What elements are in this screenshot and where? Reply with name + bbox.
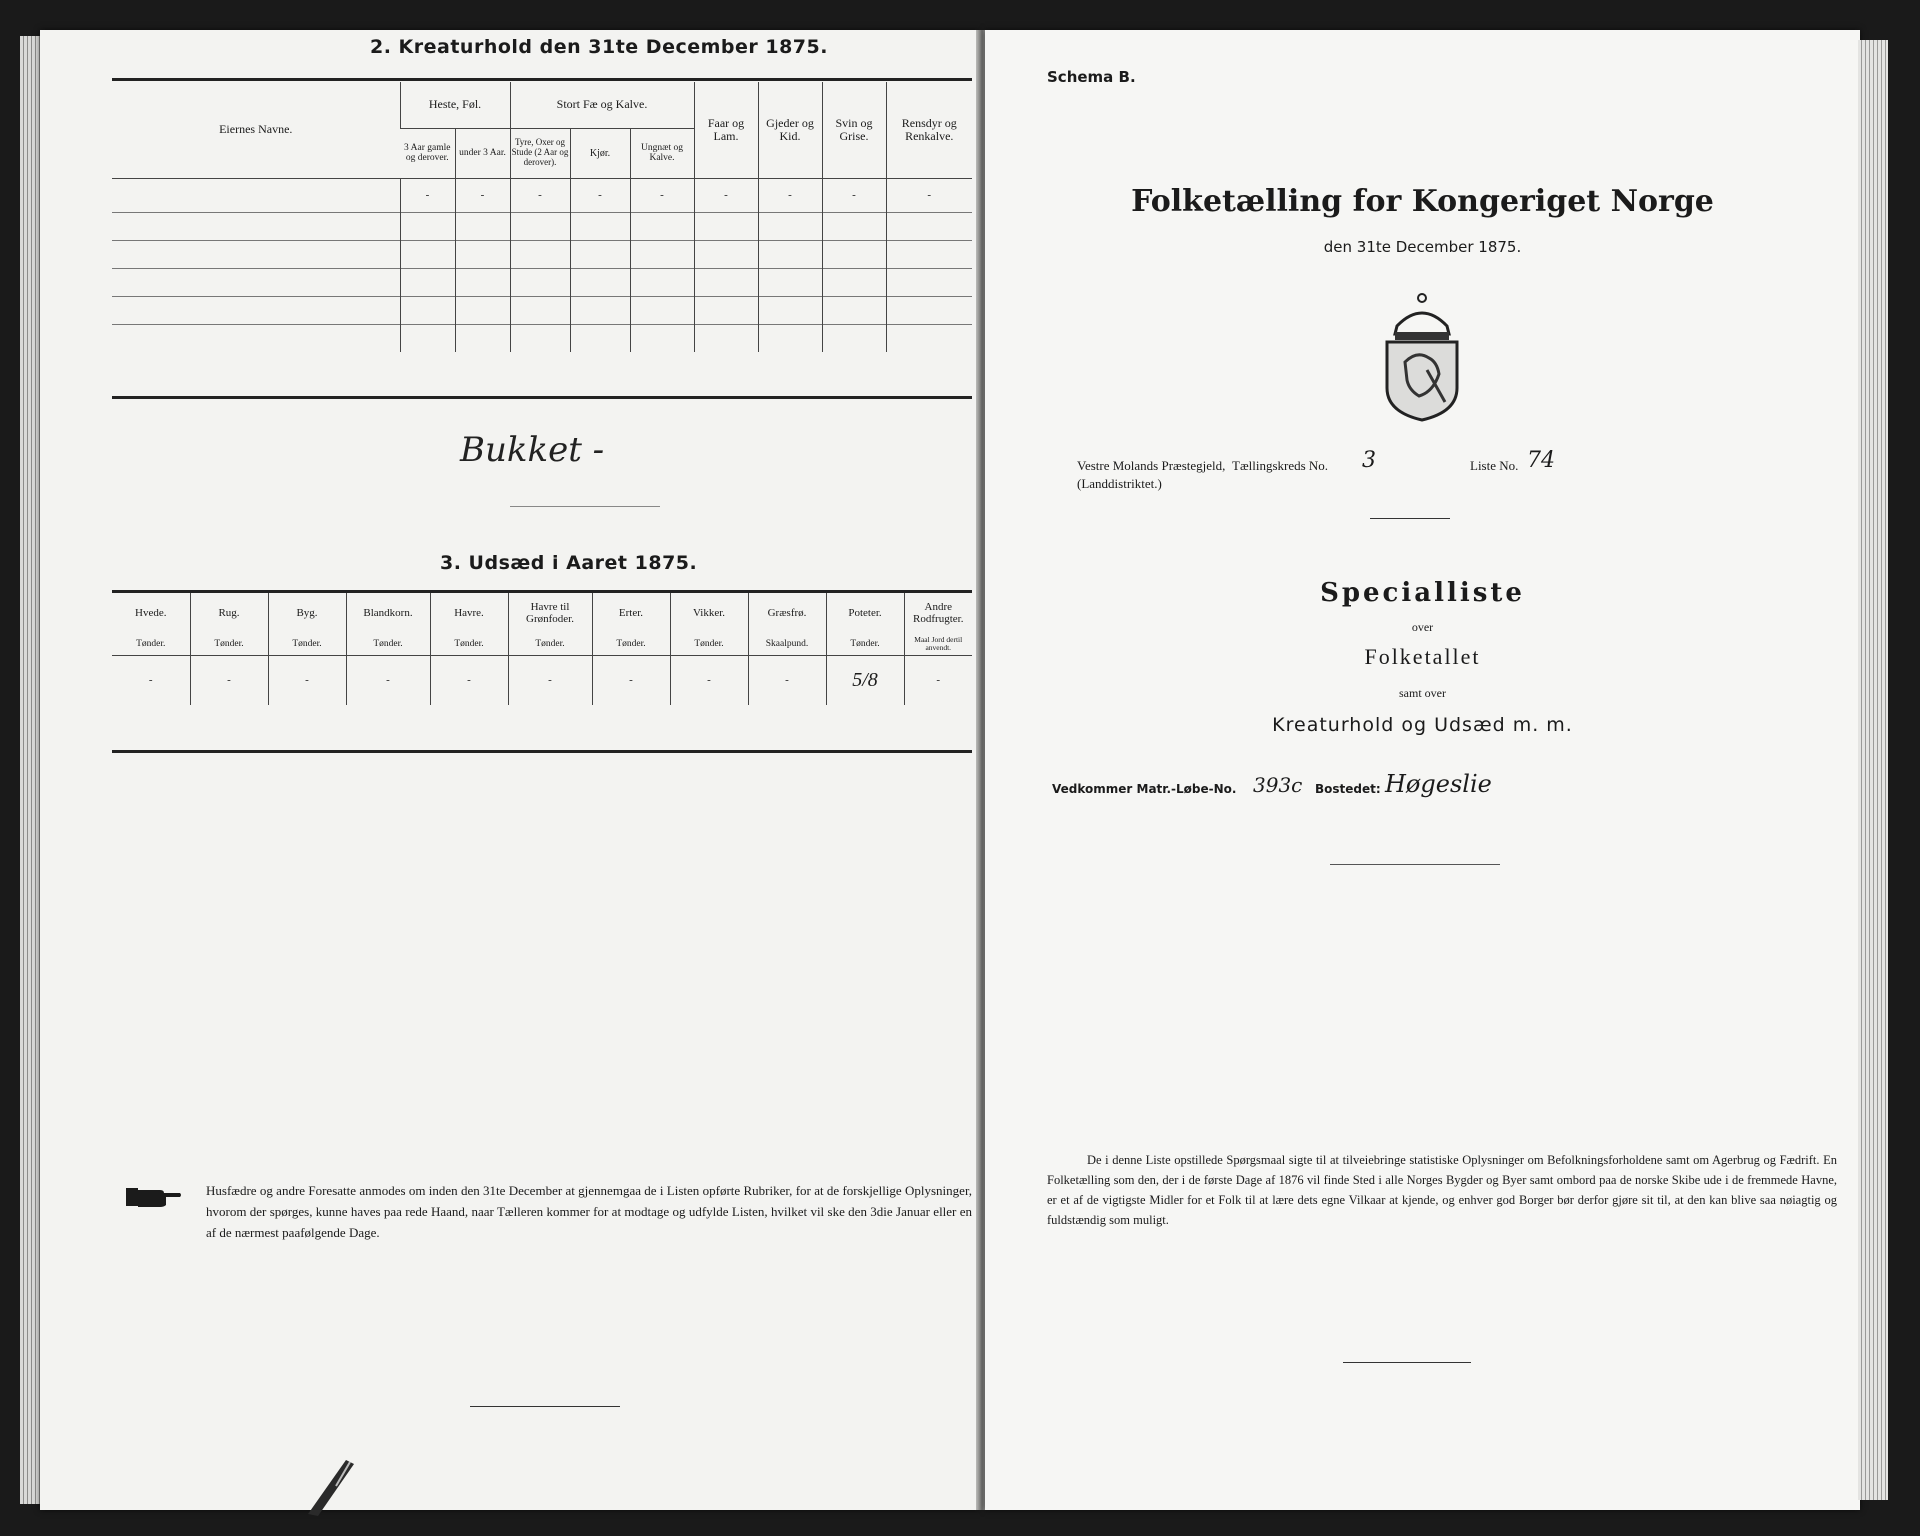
bulls-header: Tyre, Oxer og Stude (2 Aar og derover). <box>510 128 570 178</box>
grass-seed-header: Græsfrø. <box>748 593 826 633</box>
owner-cell <box>112 178 400 212</box>
census-title: Folketælling for Kongeriget Norge <box>1131 184 1714 219</box>
bottom-divider <box>470 1406 620 1407</box>
notice-text: Husfædre og andre Foresatte anmodes om inden den 31te December at gjennemgaa de i Listen opførte Rubriker, for at de forskjellige Oplysninger, hvorom der spørges, kunne haves paa rede Haand, naar Tælleren kommer for at modtage og udfylde Listen, hvilket vil ske den 3die Januar eller en af de nærmest paafølgende Dage. <box>206 1183 972 1240</box>
pen-icon <box>296 1458 356 1518</box>
left-page-edges <box>20 36 42 1504</box>
district-type: (Landdistriktet.) <box>1077 476 1162 491</box>
mixed-grain-header: Blandkorn. <box>346 593 430 633</box>
calves-header: Ungnæt og Kalve. <box>630 128 694 178</box>
divider-2 <box>1330 864 1500 865</box>
livestock-mark: - <box>630 178 694 212</box>
specialliste-heading: Specialliste <box>1320 578 1525 608</box>
divider-3 <box>1343 1362 1471 1363</box>
folketallet-text: Folketallet <box>1364 644 1481 669</box>
pigs-header: Svin og Grise. <box>822 82 886 178</box>
livestock-table <box>112 82 972 352</box>
seed-value: - <box>430 655 508 705</box>
peas-header: Erter. <box>592 593 670 633</box>
seed-value: - <box>592 655 670 705</box>
over-text: over <box>1411 620 1434 634</box>
cows-header: Kjør. <box>570 128 630 178</box>
livestock-mark: - <box>694 178 758 212</box>
divider-1 <box>1370 518 1450 519</box>
unit-label: Tønder. <box>670 633 748 655</box>
barley-header: Byg. <box>268 593 346 633</box>
tellingskreds-label: Tællingskreds No. <box>1232 458 1329 473</box>
info-paragraph: De i denne Liste opstillede Spørgsmaal sigte til at tilveiebringe statistiske Oplysninger om Befolkningsforholdene samt om Agerbrug og Fædrift. En Folketælling som den, der i de første Dage af 1876 vil finde Sted i alle Norges Bygder og Byer samt ombord paa de norske Skibe ude i de fremmede Havne, er et af de vigtigste Midler for et Folk til at lære dets egne Vilkaar at kjende, og enhver god Borger bør derfor gjøre sit til, at den kan blive saa nøiagtig og fuldstændig som muligt. <box>1047 1153 1837 1227</box>
schema-label: Schema B. <box>1047 68 1136 86</box>
livestock-mark: - <box>886 178 972 212</box>
sheep-header: Faar og Lam. <box>694 82 758 178</box>
bosted-value: Høgeslie <box>1385 770 1492 798</box>
left-page <box>40 30 980 1510</box>
green-oats-header: Havre til Grønfoder. <box>508 593 592 633</box>
livestock-mark: - <box>570 178 630 212</box>
unit-label: Tønder. <box>508 633 592 655</box>
seed-value: - <box>508 655 592 705</box>
rye-header: Rug. <box>190 593 268 633</box>
seed-value: - <box>148 674 153 687</box>
livestock-mark: - <box>400 178 455 212</box>
parish-name: Vestre Molands Præstegjeld, <box>1077 458 1226 473</box>
unit-label: Tønder. <box>190 633 268 655</box>
livestock-top-rule <box>112 78 972 81</box>
seed-value: - <box>190 655 268 705</box>
unit-label: Tønder. <box>268 633 346 655</box>
tellingskreds-value: 3 <box>1362 448 1376 473</box>
horses-under-3yr-header: under 3 Aar. <box>455 128 510 178</box>
unit-label: Tønder. <box>826 633 904 655</box>
unit-label: Tønder. <box>430 633 508 655</box>
horses-3yr-header: 3 Aar gamle og derover. <box>404 142 451 163</box>
right-page <box>985 30 1860 1510</box>
handwritten-note: Bukket - <box>460 430 605 470</box>
vetch-header: Vikker. <box>670 593 748 633</box>
seed-value: - <box>346 655 430 705</box>
livestock-bottom-rule <box>112 396 972 399</box>
oats-header: Havre. <box>430 593 508 633</box>
livestock-mark: - <box>822 178 886 212</box>
seed-value-potatoes: 5/8 <box>826 655 904 705</box>
pointing-hand-icon <box>126 1184 182 1210</box>
livestock-mark: - <box>510 178 570 212</box>
seed-value: - <box>748 655 826 705</box>
seed-bottom-rule <box>112 750 972 753</box>
seed-value: - <box>268 655 346 705</box>
unit-label: Tønder. <box>592 633 670 655</box>
potatoes-header: Poteter. <box>826 593 904 633</box>
section-2-title: 2. Kreaturhold den 31te December 1875. <box>370 36 828 58</box>
goats-header: Gjeder og Kid. <box>758 82 822 178</box>
seed-value: - <box>904 655 972 705</box>
cattle-header: Stort Fæ og Kalve. <box>510 82 694 128</box>
short-divider <box>510 506 660 507</box>
coat-of-arms-icon <box>1367 292 1477 422</box>
kreaturhold-heading: Kreaturhold og Udsæd m. m. <box>1272 714 1573 736</box>
seed-table <box>112 593 972 705</box>
horses-header: Heste, Føl. <box>400 82 510 128</box>
reindeer-header: Rensdyr og Renkalve. <box>886 82 972 178</box>
root-crops-header: Andre Rodfrugter. <box>904 593 972 633</box>
owner-header: Eiernes Navne. <box>219 122 293 137</box>
livestock-mark: - <box>758 178 822 212</box>
unit-label: Maal Jord dertil anvendt. <box>904 633 972 655</box>
liste-label: Liste No. <box>1470 458 1519 473</box>
seed-value: - <box>670 655 748 705</box>
samt-over-text: samt over <box>1399 686 1446 700</box>
livestock-mark: - <box>455 178 510 212</box>
matr-value: 393c <box>1253 773 1303 797</box>
section-3-title: 3. Udsæd i Aaret 1875. <box>440 552 698 574</box>
wheat-header: Hvede. <box>135 606 167 619</box>
unit-label: Tønder. <box>346 633 430 655</box>
right-page-edges <box>1858 40 1888 1500</box>
unit-label: Skaalpund. <box>748 633 826 655</box>
census-date: den 31te December 1875. <box>1323 238 1522 256</box>
liste-value: 74 <box>1527 448 1555 473</box>
unit-label: Tønder. <box>136 638 166 649</box>
matr-label: Vedkommer Matr.-Løbe-No. <box>1052 782 1237 796</box>
bosted-label: Bostedet: <box>1315 782 1381 796</box>
